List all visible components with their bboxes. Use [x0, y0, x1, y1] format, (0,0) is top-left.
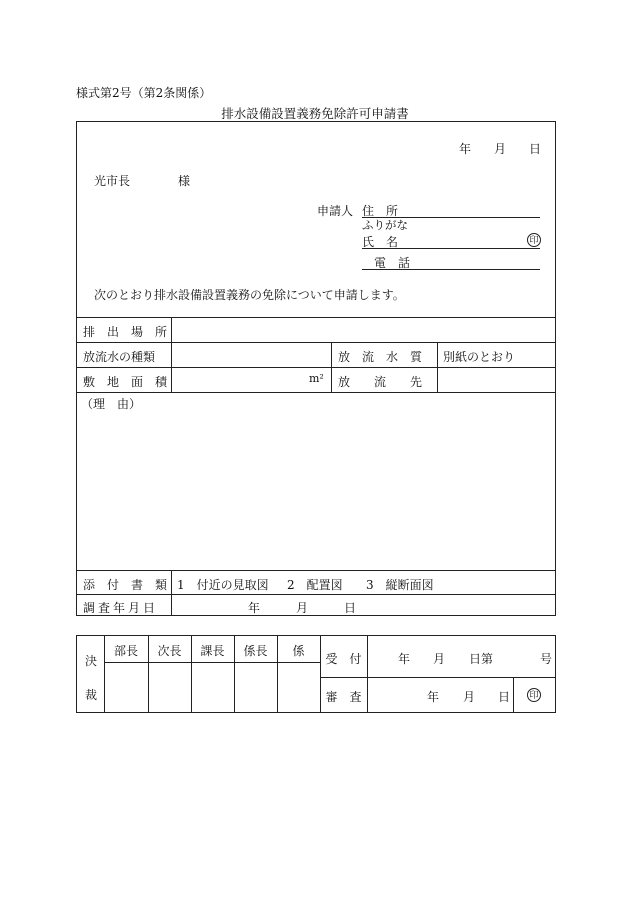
survey-date-label: 調査年月日: [83, 601, 159, 615]
reception-month: 月: [433, 652, 446, 666]
attachments-label: 添 付 書 類: [83, 578, 168, 592]
review-label: 審 査: [325, 690, 362, 704]
decision-label-top: 決: [85, 654, 98, 668]
role-section-head: 課長: [200, 644, 225, 658]
attachment-3: 3 縦断面図: [366, 578, 434, 592]
role-staff: 係: [292, 644, 305, 658]
review-year: 年: [427, 690, 440, 704]
reason-label: （理 由）: [81, 397, 142, 411]
applicant-seal-icon: 印: [527, 233, 541, 247]
approval-section: [76, 635, 556, 713]
water-quality-label: 放 流 水 質: [338, 350, 423, 364]
application-form: [76, 121, 556, 616]
furigana-label: ふりがな: [362, 218, 408, 232]
date-day: 日: [529, 142, 542, 156]
addressee: 光市長: [94, 174, 131, 188]
role-department-head: 部長: [113, 644, 138, 658]
survey-day: 日: [344, 601, 357, 615]
survey-year: 年: [248, 601, 261, 615]
site-area-unit: m²: [309, 372, 324, 385]
name-label: 氏 名: [362, 235, 399, 249]
water-quality-value: 別紙のとおり: [443, 350, 516, 364]
site-area-label: 敷 地 面 積: [83, 375, 168, 389]
attachment-1: 1 付近の見取図: [177, 578, 269, 592]
review-day: 日: [498, 690, 511, 704]
reception-label: 受 付: [325, 652, 362, 666]
date-year: 年: [459, 142, 472, 156]
honorific: 様: [178, 174, 191, 188]
reception-year: 年: [398, 652, 411, 666]
survey-month: 月: [296, 601, 309, 615]
attachment-2: 2 配置図: [287, 578, 343, 592]
document-title: 排水設備設置義務免除許可申請書: [221, 106, 409, 121]
applicant-label: 申請人: [317, 204, 354, 218]
reception-number: 号: [540, 652, 553, 666]
application-statement: 次のとおり排水設備設置義務の免除について申請します。: [94, 288, 405, 302]
role-deputy-head: 次長: [157, 644, 182, 658]
wastewater-type-label: 放流水の種類: [83, 350, 156, 364]
form-number: 様式第2号（第2条関係）: [76, 86, 212, 100]
phone-label: 電 話: [374, 256, 411, 270]
discharge-location-label: 排 出 場 所: [83, 325, 168, 339]
review-month: 月: [463, 690, 476, 704]
date-month: 月: [494, 142, 507, 156]
address-label: 住 所: [362, 204, 399, 218]
reception-day-no: 日第: [469, 652, 494, 666]
role-subsection-head: 係長: [243, 644, 268, 658]
discharge-destination-label: 放 流 先: [338, 375, 423, 389]
phone-line: [362, 269, 540, 270]
name-line: [362, 248, 540, 249]
decision-label-bottom: 裁: [85, 688, 98, 702]
review-seal-icon: 印: [527, 688, 541, 702]
